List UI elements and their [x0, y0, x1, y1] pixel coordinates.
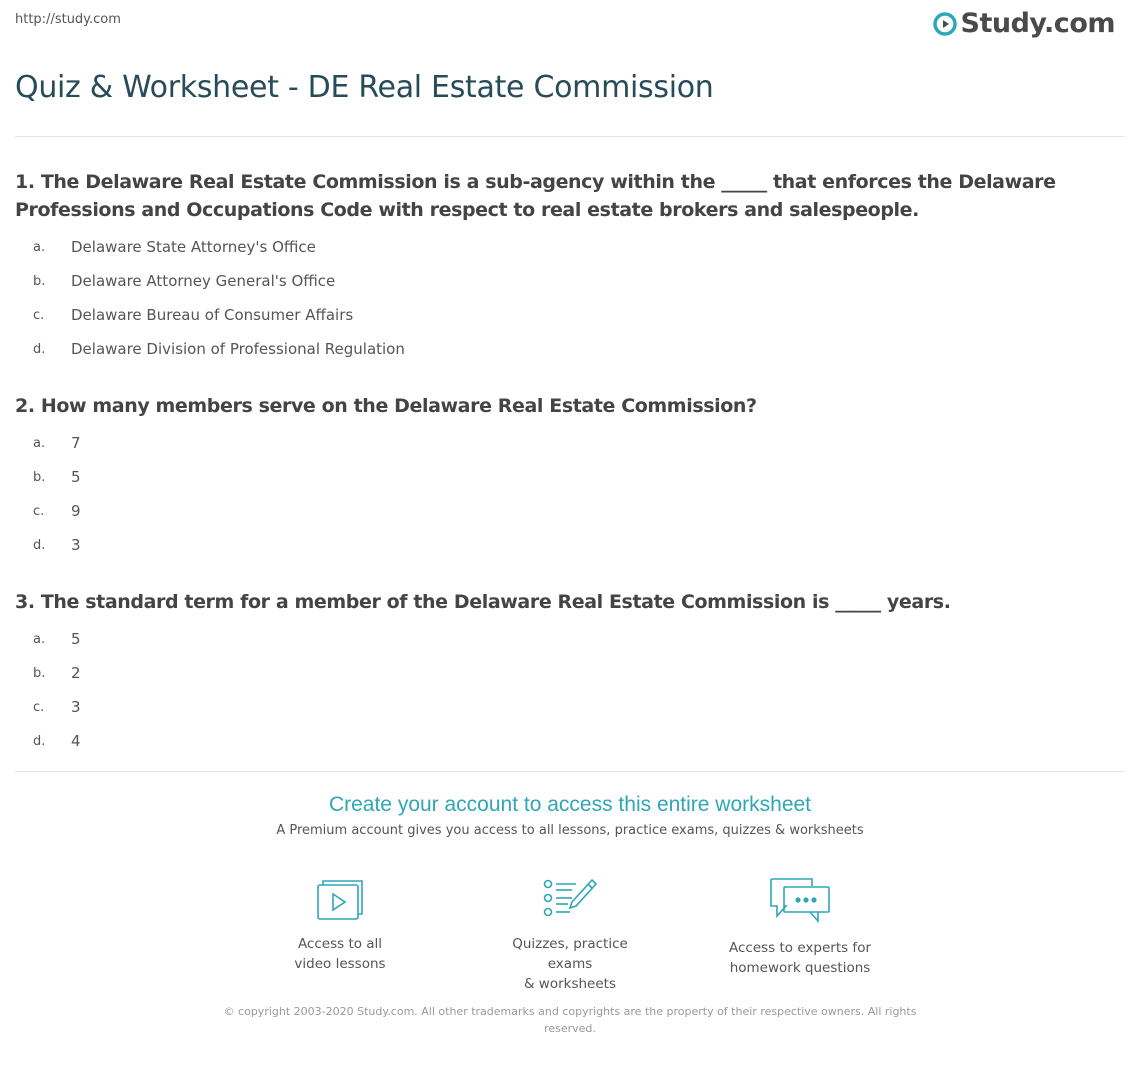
- feature-label: [260, 934, 420, 974]
- answer-letter: b.: [33, 273, 46, 289]
- feature-label-line: homework questions: [729, 960, 871, 976]
- answer-letter: c.: [33, 699, 45, 715]
- answer-text: Delaware State Attorney's Office: [71, 238, 316, 256]
- feature-label: [490, 934, 650, 994]
- feature-label-line: Access to experts for: [728, 940, 871, 956]
- answer-list: [15, 426, 1125, 562]
- answer-text: Delaware Bureau of Consumer Affairs: [71, 306, 354, 324]
- logo-text: Study.com: [960, 8, 1115, 39]
- answer-text: 3: [71, 698, 81, 716]
- answer-list: [15, 230, 1125, 366]
- answer-letter: b.: [33, 665, 46, 681]
- signup-cta: [0, 793, 1140, 838]
- feature-label-line: & worksheets: [523, 976, 616, 992]
- answer-option: [15, 724, 1125, 758]
- question-list: [15, 168, 1125, 784]
- answer-option: [15, 656, 1125, 690]
- answer-letter: b.: [33, 469, 46, 485]
- answer-option: [15, 528, 1125, 562]
- answer-option: [15, 460, 1125, 494]
- feature-label-line: video lessons: [294, 956, 386, 972]
- answer-option: [15, 690, 1125, 724]
- answer-letter: c.: [33, 307, 45, 323]
- source-url: http://study.com: [15, 12, 121, 27]
- study-logo[interactable]: [933, 8, 1115, 39]
- answer-text: 4: [71, 732, 81, 750]
- answer-list: [15, 622, 1125, 758]
- feature-quizzes: [490, 876, 650, 994]
- feature-label-line: Quizzes, practice exams: [512, 936, 628, 972]
- chat-bubbles-icon: [768, 876, 832, 926]
- answer-option: [15, 298, 1125, 332]
- feature-list: [0, 876, 1140, 994]
- question-3: [15, 588, 1125, 758]
- feature-label-line: Access to all: [297, 936, 383, 952]
- answer-text: 5: [71, 468, 81, 486]
- answer-text: 3: [71, 536, 81, 554]
- video-lessons-icon: [314, 876, 366, 922]
- answer-option: [15, 230, 1125, 264]
- question-1: [15, 168, 1125, 366]
- answer-letter: a.: [33, 239, 46, 255]
- question-2: [15, 392, 1125, 562]
- answer-option: [15, 494, 1125, 528]
- title-divider: [15, 136, 1125, 137]
- answer-text: 2: [71, 664, 81, 682]
- answer-letter: d.: [33, 537, 46, 553]
- answer-text: 9: [71, 502, 81, 520]
- answer-option: [15, 264, 1125, 298]
- answer-letter: a.: [33, 435, 46, 451]
- question-text: 1. The Delaware Real Estate Commission is a sub-agency within the _____ that enforces the Delaware Professions and Occupations Code with respect to real estate brokers and salespeople.: [15, 171, 1056, 221]
- answer-text: 7: [71, 434, 81, 452]
- answer-option: [15, 332, 1125, 366]
- copyright-footer: © copyright 2003-2020 Study.com. All other trademarks and copyrights are the property of their respective owners. All rights reserved.: [223, 1005, 917, 1035]
- answer-letter: a.: [33, 631, 46, 647]
- answer-option: [15, 622, 1125, 656]
- answer-text: Delaware Attorney General's Office: [71, 272, 336, 290]
- answer-letter: d.: [33, 341, 46, 357]
- quiz-checklist-icon: [542, 876, 598, 922]
- answer-letter: d.: [33, 733, 46, 749]
- answer-letter: c.: [33, 503, 45, 519]
- cta-title[interactable]: Create your account to access this entire worksheet: [328, 793, 812, 816]
- page-title: Quiz & Worksheet - DE Real Estate Commission: [15, 70, 714, 105]
- play-circle-icon: [933, 12, 957, 36]
- answer-text: 5: [71, 630, 81, 648]
- question-text: 2. How many members serve on the Delaware Real Estate Commission?: [15, 395, 757, 417]
- feature-label: [720, 938, 880, 978]
- feature-experts: [720, 876, 880, 994]
- cta-subtitle: A Premium account gives you access to all lessons, practice exams, quizzes & worksheets: [276, 823, 864, 838]
- question-text: 3. The standard term for a member of the Delaware Real Estate Commission is _____ years.: [15, 591, 951, 613]
- answer-text: Delaware Division of Professional Regulation: [71, 340, 405, 358]
- cta-divider: [15, 771, 1125, 772]
- feature-video-lessons: [260, 876, 420, 994]
- answer-option: [15, 426, 1125, 460]
